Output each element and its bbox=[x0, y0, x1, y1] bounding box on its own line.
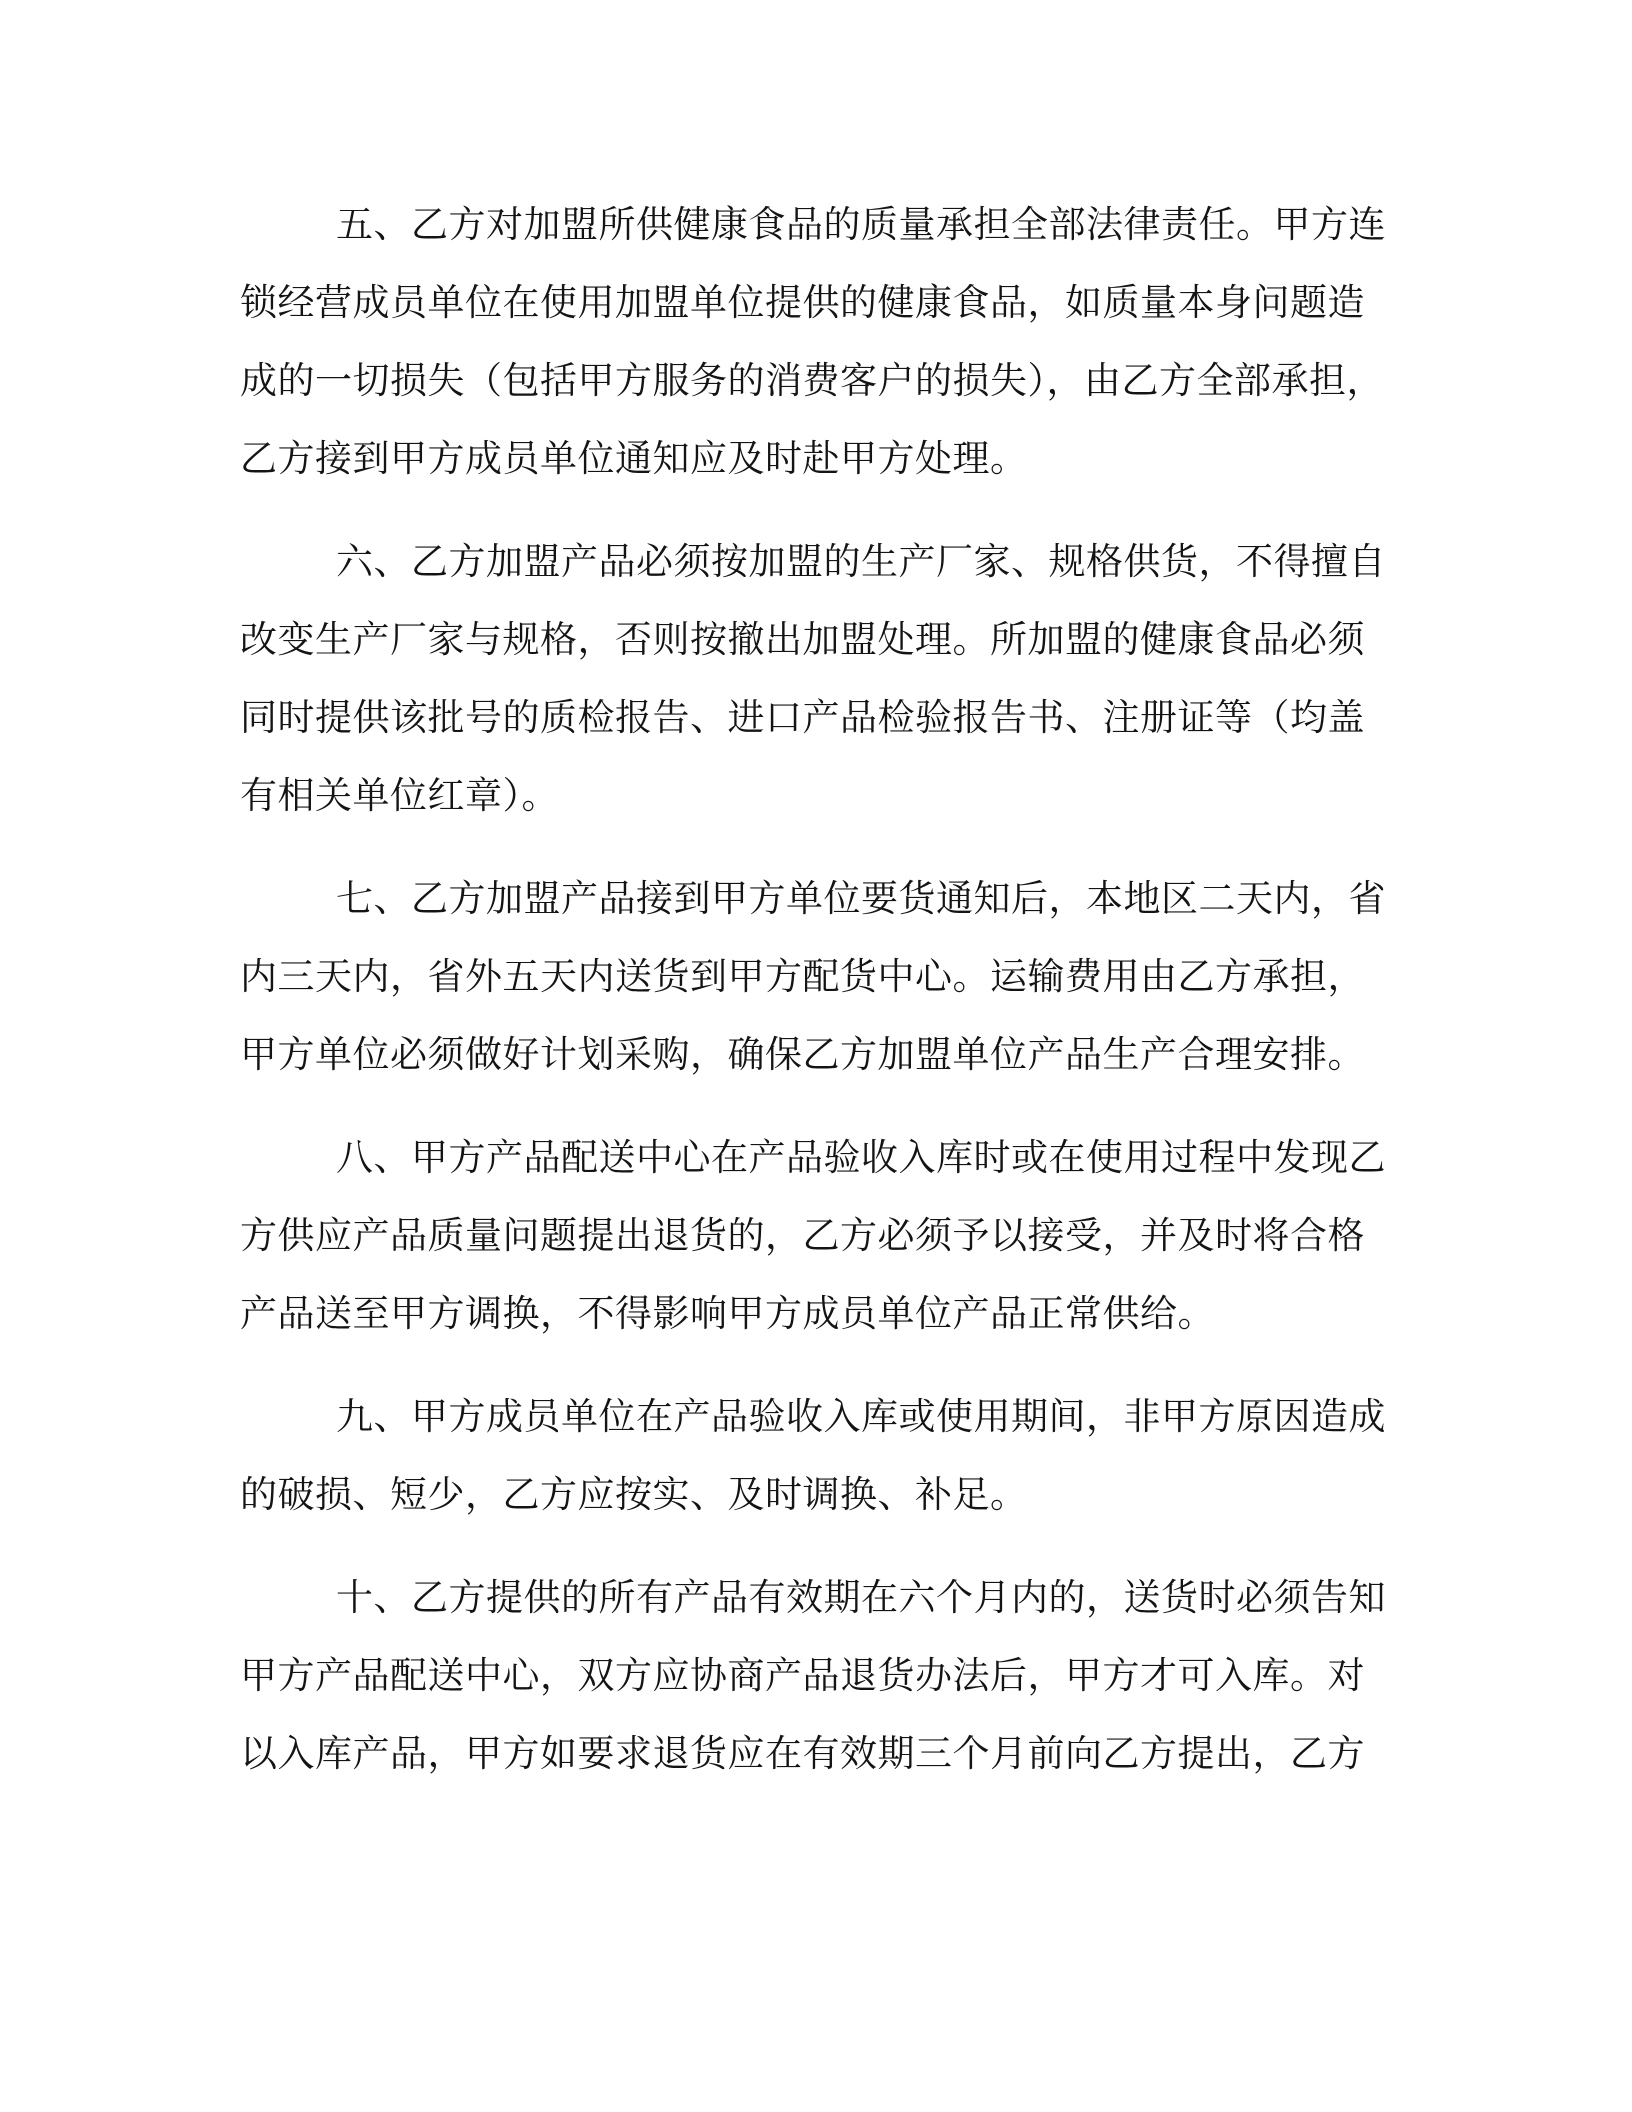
clause-6 bbox=[240, 523, 1390, 835]
text-line: 有相关单位红章）。 bbox=[240, 774, 559, 817]
text-line: 的破损、短少，乙方应按实、及时调换、补足。 bbox=[240, 1473, 1028, 1516]
clause-7 bbox=[240, 860, 1390, 1094]
text-line: 同时提供该批号的质检报告、进口产品检验报告书、注册证等（均盖 bbox=[240, 696, 1365, 739]
clause-9 bbox=[240, 1378, 1390, 1534]
text-line: 五、乙方对加盟所供健康食品的质量承担全部法律责任。甲方连 bbox=[336, 203, 1386, 246]
clause-5 bbox=[240, 186, 1390, 498]
text-line: 成的一切损失（包括甲方服务的消费客户的损失），由乙方全部承担， bbox=[240, 359, 1384, 402]
text-line: 方供应产品质量问题提出退货的，乙方必须予以接受，并及时将合格 bbox=[240, 1214, 1365, 1257]
text-line: 产品送至甲方调换，不得影响甲方成员单位产品正常供给。 bbox=[240, 1292, 1215, 1335]
text-line: 九、甲方成员单位在产品验收入库或使用期间，非甲方原因造成 bbox=[336, 1395, 1386, 1438]
text-line: 六、乙方加盟产品必须按加盟的生产厂家、规格供货，不得擅自 bbox=[336, 540, 1386, 583]
text-line: 乙方接到甲方成员单位通知应及时赴甲方处理。 bbox=[240, 437, 1028, 480]
clause-10 bbox=[240, 1559, 1390, 1793]
clause-8 bbox=[240, 1119, 1390, 1353]
document-body bbox=[240, 186, 1390, 1818]
text-line: 锁经营成员单位在使用加盟单位提供的健康食品，如质量本身问题造 bbox=[240, 281, 1365, 324]
text-line: 甲方单位必须做好计划采购，确保乙方加盟单位产品生产合理安排。 bbox=[240, 1033, 1365, 1076]
text-line: 甲方产品配送中心，双方应协商产品退货办法后，甲方才可入库。对 bbox=[240, 1654, 1365, 1697]
text-line: 改变生产厂家与规格，否则按撤出加盟处理。所加盟的健康食品必须 bbox=[240, 618, 1365, 661]
text-line: 七、乙方加盟产品接到甲方单位要货通知后，本地区二天内，省 bbox=[336, 877, 1386, 920]
text-line: 十、乙方提供的所有产品有效期在六个月内的，送货时必须告知 bbox=[336, 1576, 1386, 1619]
text-line: 以入库产品，甲方如要求退货应在有效期三个月前向乙方提出，乙方 bbox=[240, 1732, 1365, 1775]
text-line: 八、甲方产品配送中心在产品验收入库时或在使用过程中发现乙 bbox=[336, 1136, 1386, 1179]
text-line: 内三天内，省外五天内送货到甲方配货中心。运输费用由乙方承担， bbox=[240, 955, 1365, 998]
